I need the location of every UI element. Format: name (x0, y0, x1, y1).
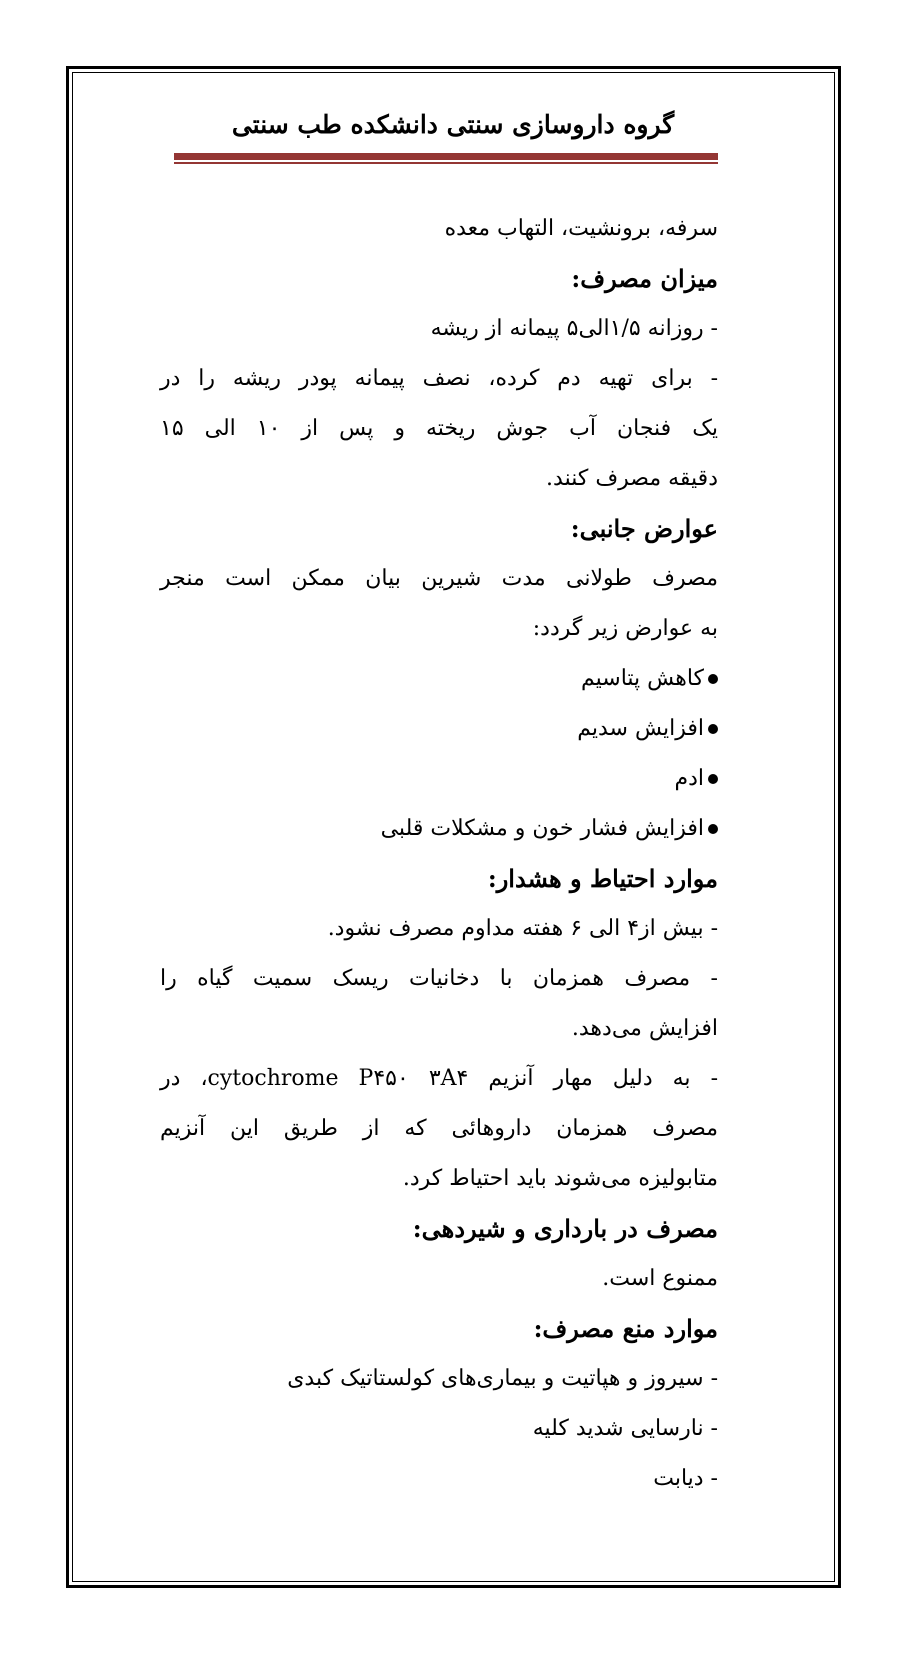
page-header-title: گروه داروسازی سنتی دانشکده طب سنتی (231, 110, 675, 139)
side-effect-bullet: ادم (160, 754, 718, 804)
warning-line: مصرف همزمان داروهائی که از طریق این آنزیم (160, 1116, 718, 1141)
header-rule-thin (174, 162, 718, 164)
contraindications-heading: موارد منع مصرف: (533, 1314, 718, 1343)
header-rule (174, 153, 718, 160)
pregnancy-heading: مصرف در بارداری و شیردهی: (412, 1214, 718, 1243)
side-effect-bullet: افزایش سدیم (160, 704, 718, 754)
warning-line: - بیش از۴ الی ۶ هفته مداوم مصرف نشود. (327, 916, 718, 941)
contraindication-line: - سیروز و هپاتیت و بیماری‌های کولستاتیک کبدی (287, 1366, 718, 1391)
side-effect-bullet: افزایش فشار خون و مشکلات قلبی (160, 804, 718, 854)
contraindication-line: - نارسایی شدید کلیه (532, 1416, 718, 1441)
pregnancy-text: ممنوع است. (602, 1266, 718, 1291)
dosage-heading: میزان مصرف: (571, 264, 718, 293)
dosage-line: یک فنجان آب جوش ریخته و پس از ۱۰ الی ۱۵ (160, 416, 719, 441)
warning-line: - مصرف همزمان با دخانیات ریسک سمیت گیاه را (160, 966, 718, 991)
bullet-icon (708, 724, 718, 734)
bullet-icon (708, 824, 718, 834)
enzyme-warning-line: - به دلیل مهار آنزیم cytochrome P۴۵۰ ۳A۴، در (160, 1066, 719, 1091)
warning-line: متابولیزه می‌شوند باید احتیاط کرد. (402, 1166, 718, 1191)
bullet-icon (708, 774, 718, 784)
warnings-heading: موارد احتیاط و هشدار: (487, 864, 718, 893)
dosage-line: دقیقه مصرف کنند. (546, 466, 718, 491)
side-effects-intro: به عوارض زیر گردد: (532, 616, 718, 641)
document-body (160, 204, 718, 1504)
dosage-line: - روزانه ۱/۵الی۵ پیمانه از ریشه (430, 316, 718, 341)
enzyme-name: cytochrome P۴۵۰ ۳A۴ (207, 1066, 469, 1091)
side-effects-intro: مصرف طولانی مدت شیرین بیان ممکن است منجر (160, 566, 718, 591)
bullet-icon (708, 674, 718, 684)
intro-text: سرفه، برونشیت، التهاب معده (444, 216, 718, 241)
side-effect-bullet: کاهش پتاسیم (160, 654, 718, 704)
side-effects-heading: عوارض جانبی: (570, 514, 718, 543)
warning-line: افزایش می‌دهد. (571, 1016, 718, 1041)
contraindication-line: - دیابت (653, 1466, 718, 1491)
dosage-line: - برای تهیه دم کرده، نصف پیمانه پودر ریشه را در (160, 366, 718, 391)
